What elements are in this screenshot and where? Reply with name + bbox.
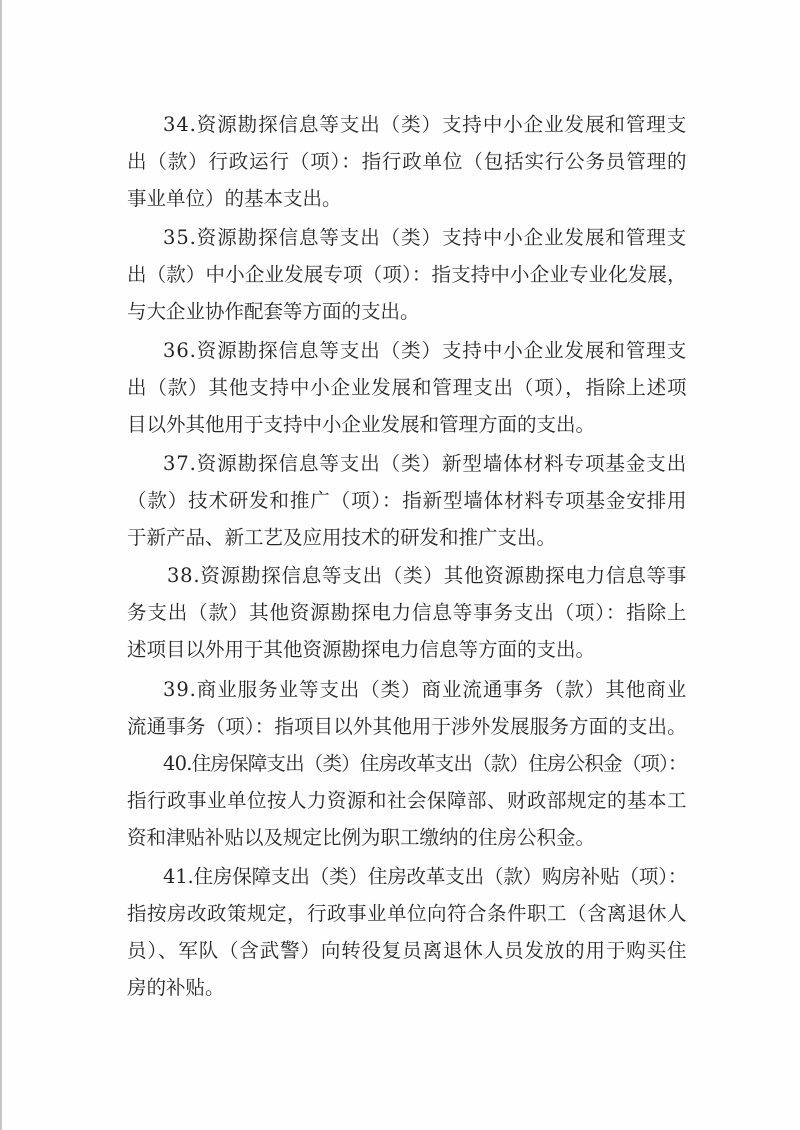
page-edge: [0, 0, 2, 1130]
text-line: 39.商业服务业等支出（类）商业流通事务（款）其他商业: [163, 678, 688, 701]
text-line: 员）、军队（含武警）向转役复员离退休人员发放的用于购买住: [127, 939, 688, 962]
text-line: 36.资源勘探信息等支出（类）支持中小企业发展和管理支: [163, 339, 688, 362]
text-line: 35.资源勘探信息等支出（类）支持中小企业发展和管理支: [163, 226, 688, 249]
text-line: 流通事务（项）：指项目以外其他用于涉外发展服务方面的支出。: [127, 715, 687, 738]
text-line: 资和津贴补贴以及规定比例为职工缴纳的住房公积金。: [127, 826, 596, 849]
text-line: 出（款）中小企业发展专项（项）：指支持中小企业专业化发展，: [127, 263, 687, 286]
text-line: 41.住房保障支出（类）住房改革支出（款）购房补贴（项）：: [163, 865, 688, 888]
text-line: 目以外其他用于支持中小企业发展和管理方面的支出。: [127, 413, 596, 436]
text-line: 指行政事业单位按人力资源和社会保障部、财政部规定的基本工: [127, 789, 688, 812]
text-line: 40.住房保障支出（类）住房改革支出（款）住房公积金（项）：: [163, 752, 687, 775]
text-line: 34.资源勘探信息等支出（类）支持中小企业发展和管理支: [163, 113, 688, 136]
text-line: 述项目以外用于其他资源勘探电力信息等方面的支出。: [127, 638, 596, 661]
text-line: 出（款）其他支持中小企业发展和管理支出（项），指除上述项: [127, 376, 688, 399]
text-line: 务支出（款）其他资源勘探电力信息等事务支出（项）：指除上: [127, 601, 688, 624]
text-line: 38.资源勘探信息等支出（类）其他资源勘探电力信息等事: [167, 564, 688, 587]
text-line: 于新产品、新工艺及应用技术的研发和推广支出。: [127, 526, 557, 549]
text-line: 事业单位）的基本支出。: [127, 187, 342, 210]
text-line: 出（款）行政运行（项）：指行政单位（包括实行公务员管理的: [127, 150, 688, 173]
text-line: （款）技术研发和推广（项）：指新型墙体材料专项基金安排用: [127, 489, 688, 512]
text-line: 37.资源勘探信息等支出（类）新型墙体材料专项基金支出: [163, 452, 688, 475]
text-line: 房的补贴。: [127, 976, 225, 999]
text-line: 与大企业协作配套等方面的支出。: [127, 300, 420, 323]
text-line: 指按房改政策规定，行政事业单位向符合条件职工（含离退休人: [127, 902, 688, 925]
